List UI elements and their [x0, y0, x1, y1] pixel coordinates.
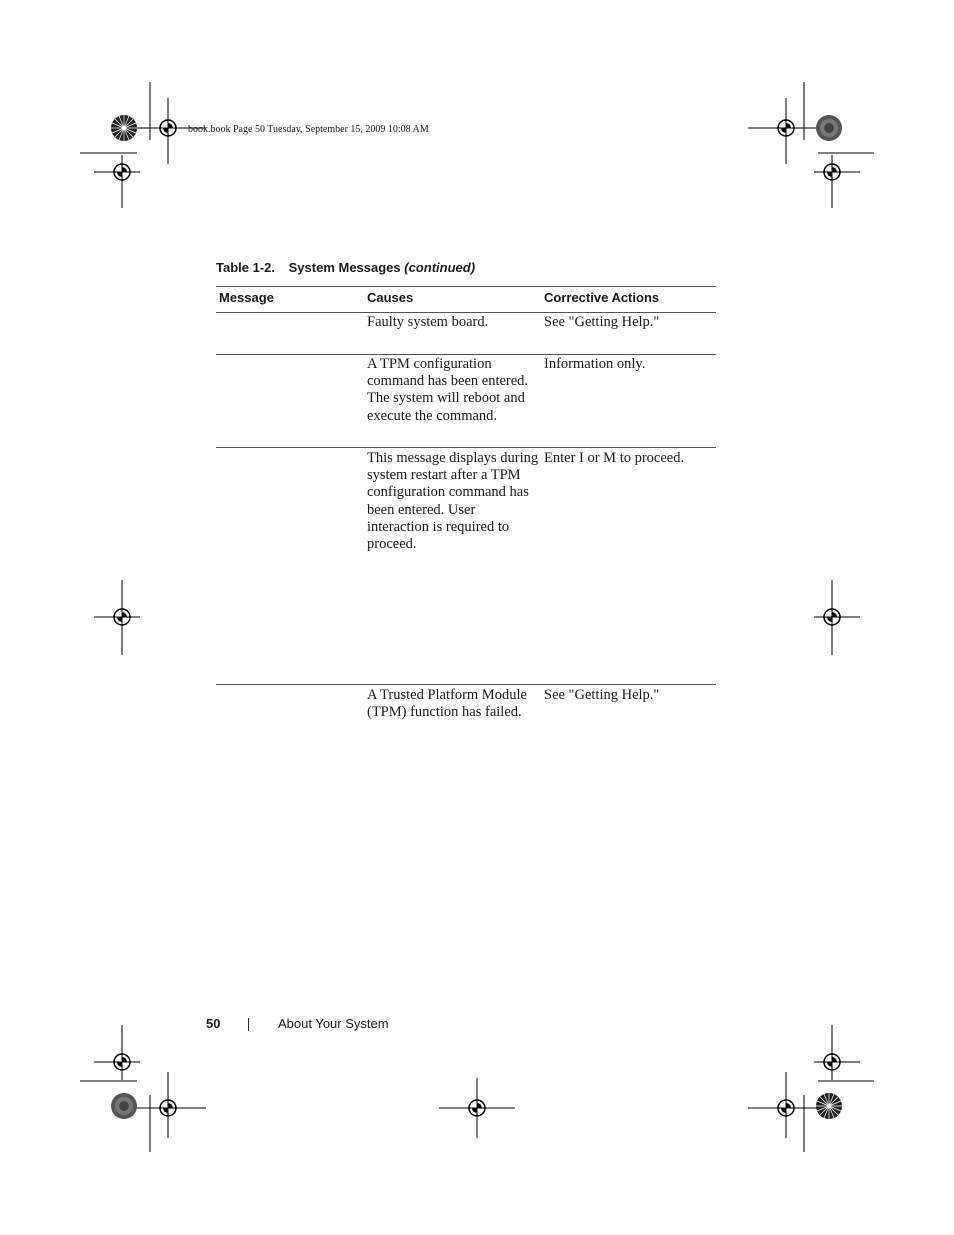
table-header-rule: [216, 312, 716, 313]
table-row-1-actions: See "Getting Help.": [544, 314, 660, 330]
table-top-rule: [216, 286, 716, 287]
column-header-actions: Corrective Actions: [544, 290, 660, 305]
crop-mark-lines: [80, 82, 874, 1152]
footer-divider: [248, 1018, 249, 1031]
column-header-causes: Causes: [367, 290, 414, 305]
table-row-1-causes: Faulty system board.: [367, 314, 489, 330]
table-row-2-actions: Information only.: [544, 356, 646, 372]
table-row-4-causes: A Trusted Platform Module (TPM) function has failed.: [367, 687, 527, 721]
table-caption-title: System Messages: [288, 260, 401, 275]
print-header: book.book Page 50 Tuesday, September 15, 2009 10:08 AM: [188, 124, 429, 135]
table-row-2-causes: A TPM configuration command has been entered. The system will reboot and execute the command.: [367, 356, 529, 424]
crosshair-targets: [94, 98, 860, 1138]
table-row-4-actions: See "Getting Help.": [544, 687, 660, 703]
footer-section-title: About Your System: [278, 1016, 389, 1031]
column-header-message: Message: [219, 290, 274, 305]
table-row-3-causes: This message displays during system restart after a TPM configuration command has been entered. User interaction is required to proceed.: [367, 450, 539, 553]
table-row-rule: [216, 684, 716, 685]
table-caption-label: Table 1-2.: [216, 260, 276, 275]
page-number: 50: [206, 1016, 221, 1031]
table-caption-continued: (continued): [404, 260, 476, 275]
table-row-rule: [216, 354, 716, 355]
table-row-rule: [216, 447, 716, 448]
table-row-3-actions: Enter I or M to proceed.: [544, 450, 685, 466]
table-caption: [216, 260, 475, 275]
